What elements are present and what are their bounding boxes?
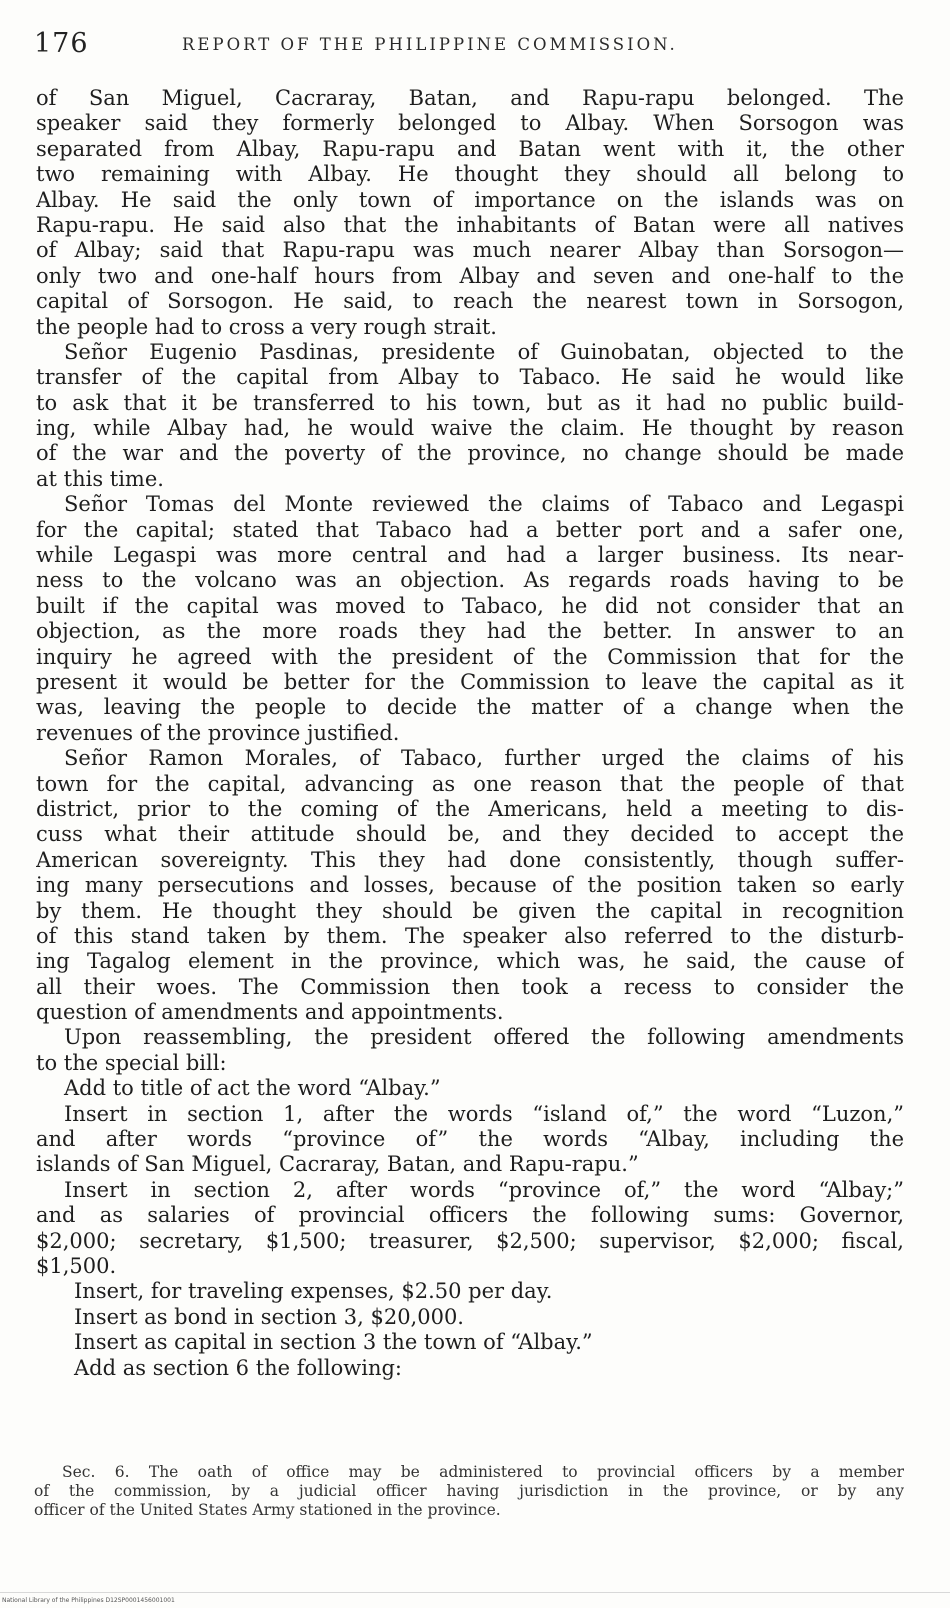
amendment-line: Insert as bond in section 3, $20,000. [74, 1304, 464, 1329]
text-line: $2,000; secretary, $1,500; treasurer, $2,500; supervisor, $2,000; fiscal, [36, 1228, 904, 1253]
text-line: district, prior to the coming of the Americans, held a meeting to dis- [36, 796, 904, 821]
text-line: to the special bill: [36, 1050, 227, 1075]
text-line: two remaining with Albay. He thought they should all belong to [36, 162, 904, 187]
text-line: built if the capital was moved to Tabaco, he did not consider that an [36, 593, 904, 618]
text-line: question of amendments and appointments. [36, 1000, 504, 1025]
text-line: revenues of the province justified. [36, 720, 400, 745]
paragraph-start-line: Señor Tomas del Monte reviewed the claims of Tabaco and Legaspi [64, 492, 904, 517]
text-line: of the war and the poverty of the province, no change should be made [36, 441, 904, 466]
text-line: $1,500. [36, 1253, 117, 1278]
text-line: ing, while Albay had, he would waive the claim. He thought by reason [36, 416, 904, 441]
text-line: present it would be better for the Commission to leave the capital as it [36, 669, 904, 694]
text-line: of Albay; said that Rapu-rapu was much nearer Albay than Sorsogon— [36, 238, 904, 263]
text-line: all their woes. The Commission then took a recess to consider the [36, 974, 904, 999]
text-line: for the capital; stated that Tabaco had a better port and a safer one, [36, 517, 904, 542]
amendment-line: Add to title of act the word “Albay.” [64, 1076, 441, 1101]
paragraph-start-line: Upon reassembling, the president offered the following amendments [64, 1025, 904, 1050]
text-line: at this time. [36, 466, 164, 491]
text-line: transfer of the capital from Albay to Tabaco. He said he would like [36, 365, 904, 390]
text-line: to ask that it be transferred to his town, but as it had no public build- [36, 390, 904, 415]
text-line: and as salaries of provincial officers the following sums: Governor, [36, 1203, 904, 1228]
amendment-line: Insert in section 2, after words “province of,” the word “Albay;” [64, 1177, 904, 1202]
text-line: inquiry he agreed with the president of the Commission that for the [36, 644, 904, 669]
text-line: of San Miguel, Cacraray, Batan, and Rapu-rapu belonged. The [36, 86, 904, 110]
text-line: islands of San Miguel, Cacraray, Batan, and Rapu-rapu.” [36, 1152, 639, 1177]
quoted-line: officer of the United States Army stationed in the province. [34, 1501, 501, 1519]
text-line: and after words “province of” the words “Albay, including the [36, 1127, 904, 1152]
text-line: while Legaspi was more central and had a larger business. Its near- [36, 543, 904, 568]
text-line: of this stand taken by them. The speaker also referred to the disturb- [36, 923, 904, 948]
text-line: only two and one-half hours from Albay and seven and one-half to the [36, 263, 904, 288]
text-line: by them. He thought they should be given the capital in recognition [36, 898, 904, 923]
page-header [34, 28, 900, 64]
quoted-section-text [34, 1463, 904, 1520]
amendment-line: Add as section 6 the following: [74, 1355, 402, 1380]
text-line: ing many persecutions and losses, because of the position taken so early [36, 873, 904, 898]
paragraph-start-line: Señor Ramon Morales, of Tabaco, further urged the claims of his [64, 746, 904, 771]
text-line: Albay. He said the only town of importance on the islands was on [36, 187, 904, 212]
text-line: separated from Albay, Rapu-rapu and Batan went with it, the other [36, 136, 904, 161]
scan-imprint: National Library of the Philippines D12SP0001456001001 [2, 1597, 175, 1604]
amendment-line: Insert as capital in section 3 the town of “Albay.” [74, 1330, 593, 1355]
text-line: speaker said they formerly belonged to Albay. When Sorsogon was [36, 111, 904, 136]
amendment-line: Insert, for traveling expenses, $2.50 per day. [74, 1279, 553, 1304]
text-line: Rapu-rapu. He said also that the inhabitants of Batan were all natives [36, 212, 904, 237]
paragraph-start-line: Señor Eugenio Pasdinas, presidente of Guinobatan, objected to the [64, 339, 904, 364]
quoted-line: of the commission, by a judicial officer having jurisdiction in the province, or by any [34, 1482, 904, 1500]
text-line: was, leaving the people to decide the matter of a change when the [36, 695, 904, 720]
text-line: town for the capital, advancing as one reason that the people of that [36, 771, 904, 796]
text-line: ness to the volcano was an objection. As regards roads having to be [36, 568, 904, 593]
body-text [36, 86, 904, 1381]
text-line: the people had to cross a very rough strait. [36, 314, 497, 339]
quoted-line: Sec. 6. The oath of office may be administered to provincial officers by a member [62, 1463, 904, 1481]
amendment-line: Insert in section 1, after the words “island of,” the word “Luzon,” [64, 1101, 904, 1126]
text-line: American sovereignty. This they had done consistently, though suffer- [36, 847, 904, 872]
bottom-divider [0, 1592, 950, 1593]
text-line: ing Tagalog element in the province, which was, he said, the cause of [36, 949, 904, 974]
text-line: objection, as the more roads they had the better. In answer to an [36, 619, 904, 644]
text-line: cuss what their attitude should be, and they decided to accept the [36, 822, 904, 847]
text-line: capital of Sorsogon. He said, to reach the nearest town in Sorsogon, [36, 289, 904, 314]
running-head: REPORT OF THE PHILIPPINE COMMISSION. [182, 35, 678, 54]
page-number: 176 [34, 28, 89, 59]
